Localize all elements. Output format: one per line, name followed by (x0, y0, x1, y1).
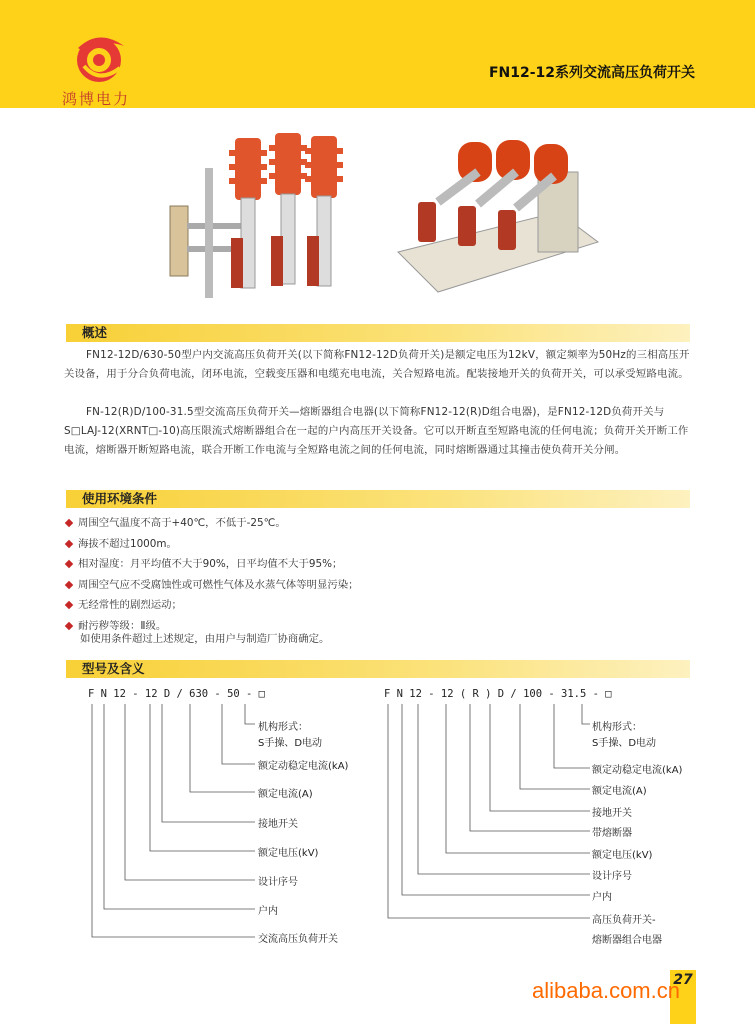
list-item: 周围空气温度不高于+40℃，不低于-25℃。 (64, 513, 684, 534)
label: 高压负荷开关- (592, 915, 656, 926)
label: 设计序号 (592, 871, 632, 882)
list-item: 海拔不超过1000m。 (64, 534, 684, 555)
brand-name: 鸿博电力 (62, 90, 131, 108)
right-model-code: F N 12 - 12 ( R ) D / 100 - 31.5 - □ (384, 688, 612, 700)
section-conditions-title: 使用环境条件 (66, 490, 690, 508)
conditions-note: 如使用条件超过上述规定，由用户与制造厂协商确定。 (80, 633, 330, 645)
label: 额定电压(kV) (592, 850, 653, 861)
bullet-icon (65, 560, 73, 568)
label: 熔断器组合电器 (592, 935, 662, 946)
label: 机构形式： (258, 722, 308, 733)
page-header (0, 0, 755, 108)
label: 额定电流(A) (592, 786, 647, 797)
section-overview-title: 概述 (66, 324, 690, 342)
overview-paragraph-2: FN-12(R)D/100-31.5型交流高压负荷开关—熔断器组合电器(以下简称FN12-12(R)D组合电器)，是FN12-12D负荷开关与S□LAJ-12(XRNT□-10)高压限流式熔断器组合在一起的户内高压开关设备。它可以开断直至短路电流的任何电流；负荷开关开断工作电流，熔断器开断短路电流，联合开断工作电流与全短路电流之间的任何电流，同时熔断器通过其撞击使负荷开关分闸。 (64, 406, 689, 456)
label: 接地开关 (258, 819, 298, 830)
label: 户内 (592, 892, 612, 903)
bullet-icon (65, 539, 73, 547)
product-photo-fn12r (388, 132, 603, 302)
label: 额定电压(kV) (258, 848, 319, 859)
label: 额定电流(A) (258, 789, 313, 800)
watermark: alibaba.com.cn (532, 978, 680, 1003)
company-logo-icon (64, 32, 134, 90)
model-diagram (0, 680, 755, 950)
section-model-title: 型号及含义 (66, 660, 690, 678)
bullet-icon (65, 519, 73, 527)
conditions-list (64, 513, 684, 637)
left-leader-lines (0, 680, 380, 950)
page-number: 27 (670, 970, 696, 1024)
left-model-code: F N 12 - 12 D / 630 - 50 - □ (88, 688, 266, 700)
bullet-icon (65, 622, 73, 630)
overview-paragraph-1: FN12-12D/630-50型户内交流高压负荷开关(以下简称FN12-12D负荷开关)是额定电压为12kV，额定频率为50Hz的三相高压开关设备，用于分合负荷电流，闭环电流，空载变压器和电缆充电电流，关合短路电流。配装接地开关的负荷开关，可以承受短路电流。 (64, 349, 690, 380)
label: 机构形式： (592, 722, 642, 733)
label: 接地开关 (592, 808, 632, 819)
label: S手操、D电动 (592, 738, 657, 749)
right-leader-lines (370, 680, 750, 950)
page-title: FN12-12系列交流高压负荷开关 (488, 65, 695, 81)
label: 户内 (258, 906, 278, 917)
label: 带熔断器 (592, 828, 632, 839)
list-item: 耐污秽等级：Ⅱ级。 (64, 616, 684, 637)
label: 交流高压负荷开关 (258, 934, 338, 945)
bullet-icon (65, 601, 73, 609)
bullet-icon (65, 581, 73, 589)
label: 额定动稳定电流(kA) (592, 765, 683, 776)
label: 额定动稳定电流(kA) (258, 761, 349, 772)
list-item: 周围空气应不受腐蚀性或可燃性气体及水蒸气体等明显污染； (64, 575, 684, 596)
list-item: 相对湿度：月平均值不大于90%，日平均值不大于95%； (64, 554, 684, 575)
label: S手操、D电动 (258, 738, 323, 749)
product-photo-fn12 (165, 128, 365, 308)
label: 设计序号 (258, 877, 298, 888)
list-item: 无经常性的剧烈运动； (64, 595, 684, 616)
